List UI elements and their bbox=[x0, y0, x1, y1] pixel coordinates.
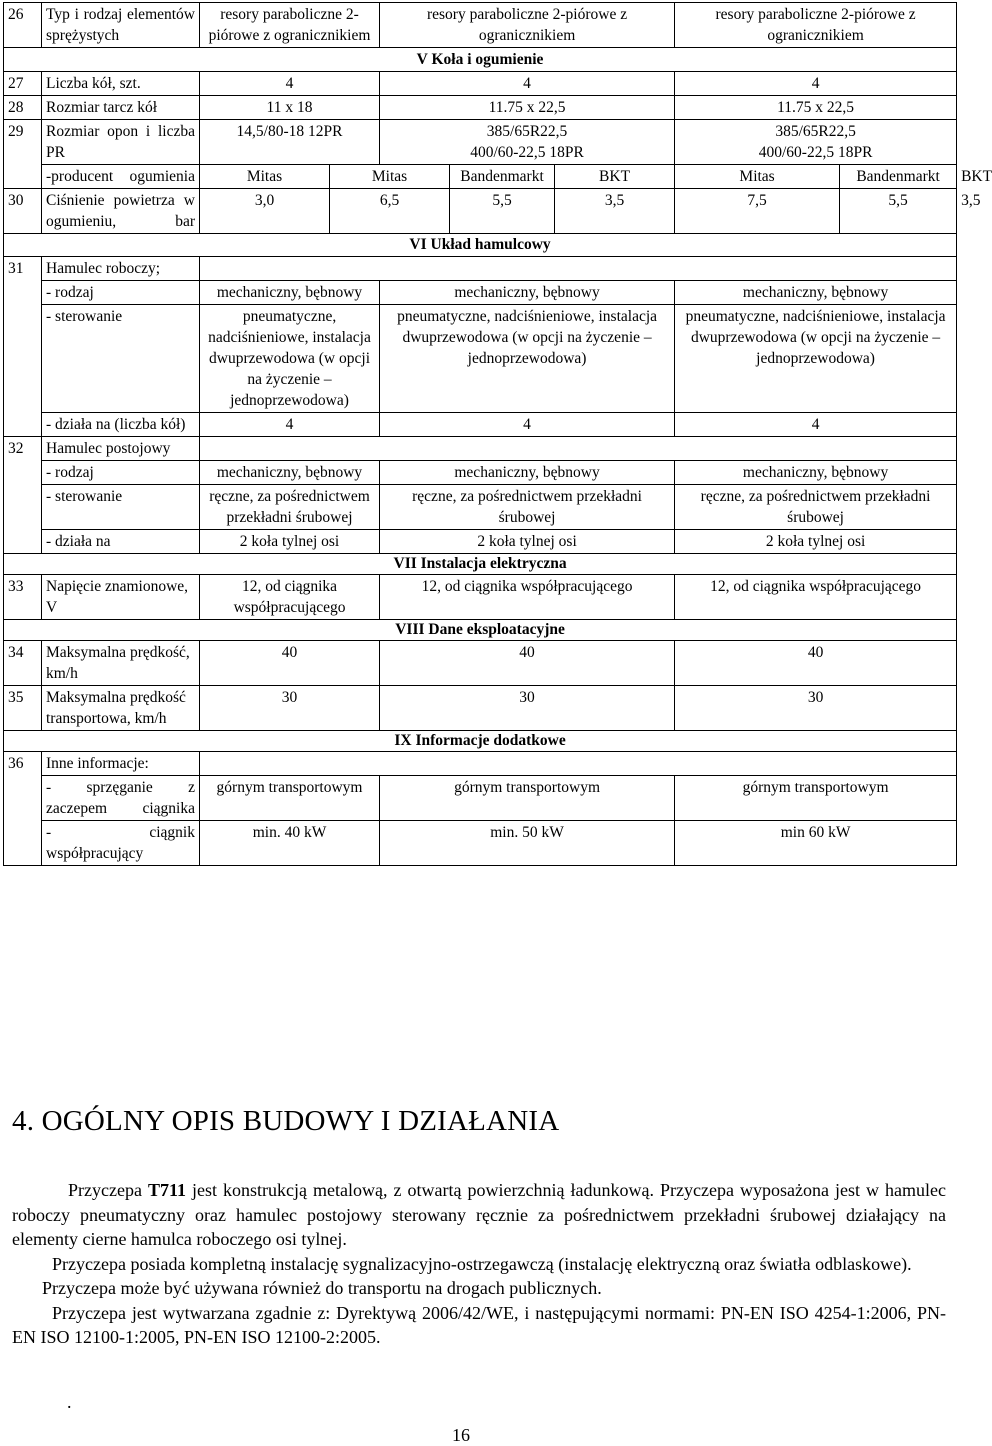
paragraph: Przyczepa posiada kompletną instalację sygnalizacyjno-ostrzegawczą (instalację elektryczną oraz światła odblaskowe). bbox=[52, 1253, 912, 1274]
cell: 30 bbox=[675, 686, 957, 731]
page-number: 16 bbox=[452, 1425, 470, 1445]
cell: Bandenmarkt bbox=[450, 165, 555, 189]
section-row bbox=[4, 234, 957, 257]
section-row bbox=[4, 620, 957, 641]
table-row bbox=[4, 821, 957, 866]
spec-table bbox=[3, 2, 992, 866]
cell-line: 400/60-22,5 18PR bbox=[470, 144, 584, 161]
cell: 2 koła tylnej osi bbox=[380, 530, 675, 554]
table-row bbox=[4, 437, 957, 461]
row-number: 27 bbox=[4, 72, 42, 96]
cell: resory paraboliczne 2-piórowe z ogranicznikiem bbox=[380, 3, 675, 48]
cell: 11 x 18 bbox=[200, 96, 380, 120]
row-label: -producent ogumienia bbox=[42, 165, 200, 189]
paragraph: Przyczepa jest wytwarzana zgadnie z: Dyrektywą 2006/42/WE, i następującymi normami: PN-EN ISO 4254-1:2006, PN-EN ISO 12100-1:2005, PN-EN ISO 12100-2:2005. bbox=[12, 1302, 946, 1347]
table-row: -producent ogumienia Mitas Mitas Bandenmarkt BKT Mitas Bandenmarkt BKT bbox=[4, 165, 957, 189]
cell: ręczne, za pośrednictwem przekładni śrubowej bbox=[675, 485, 957, 530]
cell: górnym transportowym bbox=[380, 776, 675, 821]
cell: Mitas bbox=[675, 165, 840, 189]
cell-empty bbox=[200, 257, 957, 281]
cell: 7,5 bbox=[675, 189, 840, 234]
cell: 40 bbox=[675, 641, 957, 686]
row-number-empty bbox=[4, 821, 42, 866]
table-row bbox=[4, 96, 957, 120]
cell: 12, od ciągnika współpracującego bbox=[380, 575, 675, 620]
cell-empty bbox=[200, 437, 957, 461]
cell: 4 bbox=[380, 413, 675, 437]
cell: resory paraboliczne 2-piórowe z ogranicznikiem bbox=[200, 3, 380, 48]
row-number-empty bbox=[4, 530, 42, 554]
cell: BKT bbox=[555, 165, 675, 189]
row-label: - rodzaj bbox=[42, 461, 200, 485]
cell: mechaniczny, bębnowy bbox=[675, 281, 957, 305]
cell: 30 bbox=[200, 686, 380, 731]
text: Przyczepa bbox=[68, 1180, 148, 1200]
row-label: Ciśnienie powietrza w ogumieniu, bar bbox=[42, 189, 200, 234]
cell: 12, od ciągnika współpracującego bbox=[675, 575, 957, 620]
row-number: 30 bbox=[4, 189, 42, 234]
cell: 4 bbox=[200, 413, 380, 437]
cell: 3,5 bbox=[555, 189, 675, 234]
cell: 4 bbox=[675, 413, 957, 437]
cell: Mitas bbox=[330, 165, 450, 189]
cell: górnym transportowym bbox=[675, 776, 957, 821]
cell: 2 koła tylnej osi bbox=[200, 530, 380, 554]
row-number-empty bbox=[4, 461, 42, 485]
row-label: Napięcie znamionowe, V bbox=[42, 575, 200, 620]
cell: ręczne, za pośrednictwem przekładni śrubowej bbox=[200, 485, 380, 530]
row-number: 33 bbox=[4, 575, 42, 620]
cell: 30 bbox=[380, 686, 675, 731]
table-row bbox=[4, 776, 957, 821]
row-label: - sterowanie bbox=[42, 485, 200, 530]
cell: mechaniczny, bębnowy bbox=[380, 281, 675, 305]
table-row bbox=[4, 257, 957, 281]
row-label: Liczba kół, szt. bbox=[42, 72, 200, 96]
cell: mechaniczny, bębnowy bbox=[200, 461, 380, 485]
table-row: 30 Ciśnienie powietrza w ogumieniu, bar 3,0 6,5 5,5 3,5 7,5 5,5 3,5 bbox=[4, 189, 957, 234]
section-row bbox=[4, 48, 957, 72]
paragraph: Przyczepa może być używana również do transportu na drogach publicznych. bbox=[42, 1278, 602, 1298]
row-number: 35 bbox=[4, 686, 42, 731]
row-number-empty bbox=[4, 281, 42, 305]
cell: 5,5 bbox=[450, 189, 555, 234]
section-heading: V Koła i ogumienie bbox=[4, 48, 957, 72]
row-number-empty bbox=[4, 305, 42, 413]
section-heading: VIII Dane eksploatacyjne bbox=[4, 620, 957, 641]
paragraph bbox=[12, 1178, 946, 1252]
section-heading: VI Układ hamulcowy bbox=[4, 234, 957, 257]
row-number-empty bbox=[4, 485, 42, 530]
cell: resory paraboliczne 2-piórowe z ogranicznikiem bbox=[675, 3, 957, 48]
cell: mechaniczny, bębnowy bbox=[200, 281, 380, 305]
cell: pneumatyczne, nadciśnieniowe, instalacja dwuprzewodowa (w opcji na życzenie – jednoprzewodowa) bbox=[675, 305, 957, 413]
stray-dot: . bbox=[67, 1392, 72, 1412]
row-number-empty bbox=[4, 776, 42, 821]
row-label: - działa na bbox=[42, 530, 200, 554]
section-title: 4. OGÓLNY OPIS BUDOWY I DZIAŁANIA bbox=[12, 1105, 560, 1137]
row-label: Hamulec postojowy bbox=[42, 437, 200, 461]
row-label: - działa na (liczba kół) bbox=[42, 413, 200, 437]
row-label: - ciągnik współpracujący bbox=[42, 821, 200, 866]
section-heading: VII Instalacja elektryczna bbox=[4, 554, 957, 575]
row-number: 34 bbox=[4, 641, 42, 686]
table-row bbox=[4, 413, 957, 437]
table-row bbox=[4, 485, 957, 530]
cell: min. 40 kW bbox=[200, 821, 380, 866]
text: jest konstrukcją metalową, z otwartą powierzchnią ładunkową. Przyczepa wyposażona jest w hamulec roboczy pneumatyczny oraz hamulec postojowy sterowany ręcznie za pośrednictwem przekładni śrubowej działający na elementy cierne hamulca roboczego osi tylnej. bbox=[12, 1180, 947, 1249]
row-label: Rozmiar opon i liczba PR bbox=[42, 120, 200, 165]
row-number: 26 bbox=[4, 3, 42, 48]
description-text bbox=[12, 1178, 946, 1350]
row-number: 28 bbox=[4, 96, 42, 120]
table-row bbox=[4, 686, 957, 731]
table-row bbox=[4, 72, 957, 96]
cell: Mitas bbox=[200, 165, 330, 189]
table-row bbox=[4, 281, 957, 305]
row-number: 32 bbox=[4, 437, 42, 461]
cell: 3,0 bbox=[200, 189, 330, 234]
cell: mechaniczny, bębnowy bbox=[675, 461, 957, 485]
table-row bbox=[4, 3, 957, 48]
table-row bbox=[4, 641, 957, 686]
cell: min. 50 kW bbox=[380, 821, 675, 866]
cell: pneumatyczne, nadciśnieniowe, instalacja dwuprzewodowa (w opcji na życzenie – jednoprzewodowa) bbox=[200, 305, 380, 413]
row-label: - sterowanie bbox=[42, 305, 200, 413]
cell-line: 400/60-22,5 18PR bbox=[758, 144, 873, 161]
cell: 14,5/80-18 12PR bbox=[200, 120, 380, 165]
row-label: - sprzęganie z zaczepem ciągnika bbox=[42, 776, 200, 821]
section-heading: IX Informacje dodatkowe bbox=[4, 731, 957, 752]
row-number-empty bbox=[4, 165, 42, 189]
cell: 4 bbox=[675, 72, 957, 96]
row-label: Rozmiar tarcz kół bbox=[42, 96, 200, 120]
cell: min 60 kW bbox=[675, 821, 957, 866]
cell: 11.75 x 22,5 bbox=[675, 96, 957, 120]
cell: 40 bbox=[200, 641, 380, 686]
cell bbox=[380, 120, 675, 165]
cell: mechaniczny, bębnowy bbox=[380, 461, 675, 485]
cell-line: 385/65R22,5 bbox=[775, 123, 856, 140]
row-number: 36 bbox=[4, 752, 42, 776]
cell: pneumatyczne, nadciśnieniowe, instalacja dwuprzewodowa (w opcji na życzenie – jednoprzewodowa) bbox=[380, 305, 675, 413]
table-row bbox=[4, 461, 957, 485]
cell-empty bbox=[200, 752, 957, 776]
row-label: Hamulec roboczy; bbox=[42, 257, 200, 281]
section-row bbox=[4, 731, 957, 752]
model-name: T711 bbox=[147, 1180, 186, 1200]
table-row bbox=[4, 575, 957, 620]
row-number: 31 bbox=[4, 257, 42, 281]
cell: 5,5 bbox=[840, 189, 957, 234]
cell: 4 bbox=[200, 72, 380, 96]
row-label: - rodzaj bbox=[42, 281, 200, 305]
row-label: Inne informacje: bbox=[42, 752, 200, 776]
cell: Bandenmarkt bbox=[840, 165, 957, 189]
cell: 40 bbox=[380, 641, 675, 686]
table-row bbox=[4, 530, 957, 554]
cell-line: 385/65R22,5 bbox=[486, 123, 568, 140]
cell: 12, od ciągnika współpracującego bbox=[200, 575, 380, 620]
row-number-empty bbox=[4, 413, 42, 437]
cell: 4 bbox=[380, 72, 675, 96]
cell: 11.75 x 22,5 bbox=[380, 96, 675, 120]
table-row bbox=[4, 120, 957, 165]
cell: ręczne, za pośrednictwem przekładni śrubowej bbox=[380, 485, 675, 530]
row-number: 29 bbox=[4, 120, 42, 165]
section-row bbox=[4, 554, 957, 575]
table-row bbox=[4, 752, 957, 776]
table-row bbox=[4, 305, 957, 413]
cell: 6,5 bbox=[330, 189, 450, 234]
cell: 2 koła tylnej osi bbox=[675, 530, 957, 554]
row-label: Maksymalna prędkość transportowa, km/h bbox=[42, 686, 200, 731]
cell bbox=[675, 120, 957, 165]
cell: górnym transportowym bbox=[200, 776, 380, 821]
row-label: Typ i rodzaj elementów sprężystych bbox=[42, 3, 200, 48]
row-label: Maksymalna prędkość, km/h bbox=[42, 641, 200, 686]
